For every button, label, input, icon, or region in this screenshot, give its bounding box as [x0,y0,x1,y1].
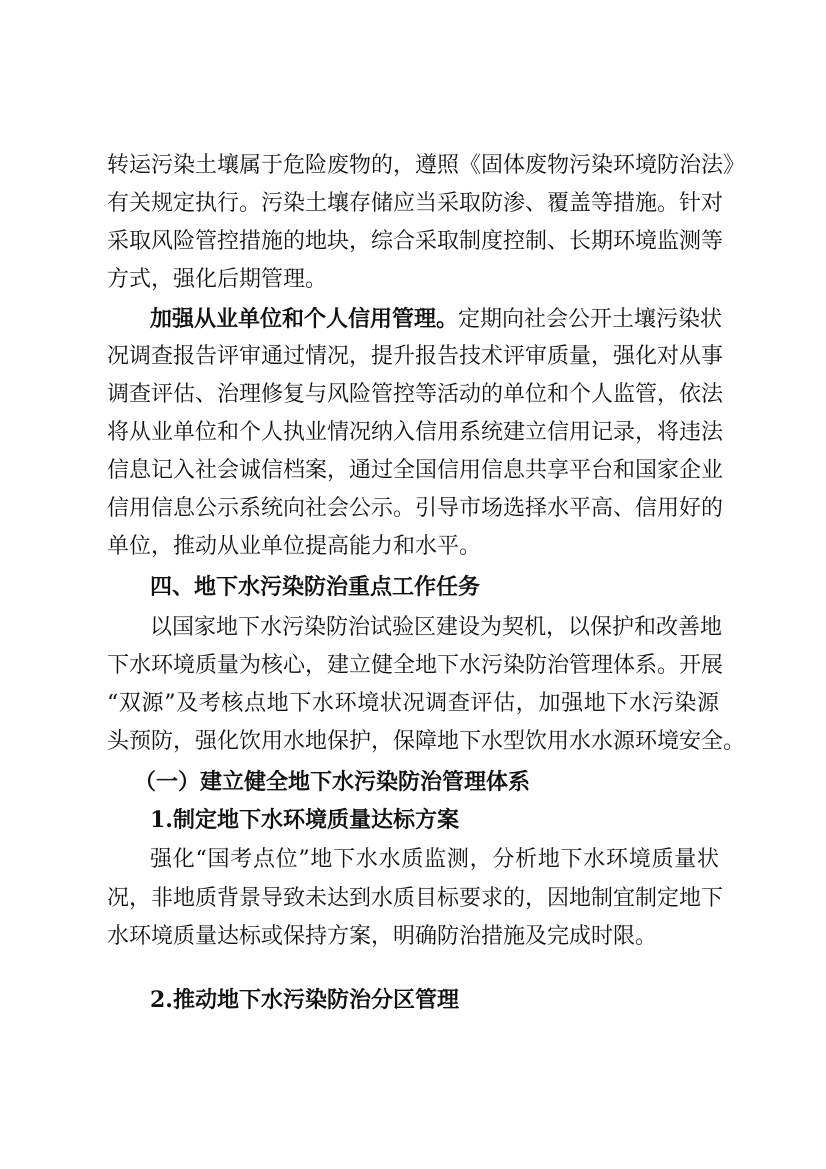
paragraph-first-line [150,305,723,334]
body-line: 况调查报告评审通过情况，提升报告技术评审质量，强化对从事 [107,344,724,369]
body-line: 调查评估、治理修复与风险管控等活动的单位和个人监管，依法 [107,382,724,407]
body-line: 转运污染土壤属于危险废物的，遵照《固体废物污染环境防治法》 [107,153,746,178]
bold-lead: 加强从业单位和个人信用管理。 [150,306,459,332]
subsection-heading: （一）建立健全地下水污染防治管理体系 [134,769,531,795]
body-line: 以国家地下水污染防治试验区建设为契机，以保护和改善地 [150,615,723,640]
body-line: 下水环境质量为核心，建立健全地下水污染防治管理体系。开展 [107,653,724,678]
body-line: 将从业单位和个人执业情况纳入信用系统建立信用记录，将违法 [107,420,724,445]
item-heading: 1.制定地下水环境质量达标方案 [150,807,459,833]
body-line: 有关规定执行。污染土壤存储应当采取防渗、覆盖等措施。针对 [107,191,724,216]
body-line: 头预防，强化饮用水地保护，保障地下水型饮用水水源环境安全。 [107,729,746,754]
body-text: 定期向社会公开土壤污染状 [458,307,723,332]
body-line: 信息记入社会诚信档案，通过全国信用信息共享平台和国家企业 [107,458,724,483]
section-heading: 四、地下水污染防治重点工作任务 [150,575,481,600]
body-line: 采取风险管控措施的地块，综合采取制度控制、长期环境监测等 [107,229,724,254]
body-line: 况，非地质背景导致未达到水质目标要求的，因地制宜制定地下 [107,886,724,911]
body-line: 水环境质量达标或保持方案，明确防治措施及完成时限。 [107,924,658,949]
body-line: 单位，推动从业单位提高能力和水平。 [107,534,482,559]
body-line: 方式，强化后期管理。 [107,267,328,292]
body-line: 信用信息公示系统向社会公示。引导市场选择水平高、信用好的 [107,496,724,521]
item-heading: 2.推动地下水污染防治分区管理 [150,987,459,1013]
body-line: “双源”及考核点地下水环境状况调查评估，加强地下水污染源 [107,691,719,716]
body-line: 强化“国考点位”地下水水质监测，分析地下水环境质量状 [150,847,719,872]
